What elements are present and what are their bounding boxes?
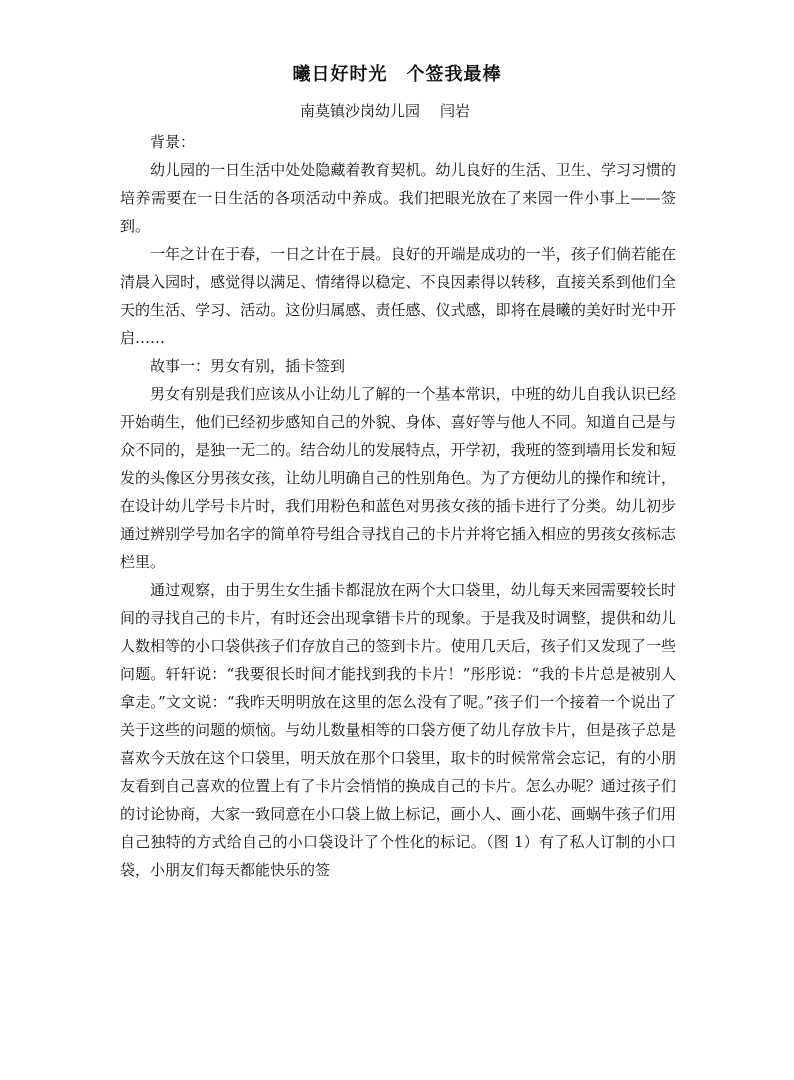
paragraph: 一年之计在于春，一日之计在于晨。良好的开端是成功的一半，孩子们倘若能在清晨入园时，感觉得以满足、情绪得以稳定、不良因素得以转移，直接关系到他们全天的生活、学习、活动。这份归属感、责任感、仪式感，即将在晨曦的美好时光中开启…… xyxy=(120,245,676,347)
author-name: 闫岩 xyxy=(440,102,471,120)
byline xyxy=(300,99,560,123)
paragraph: 通过观察，由于男生女生插卡都混放在两个大口袋里，幼儿每天来园需要较长时间的寻找自己的卡片，有时还会出现拿错卡片的现象。于是我及时调整，提供和幼儿人数相等的小口袋供孩子们存放自己的签到卡片。使用几天后，孩子们又发现了一些问题。轩轩说：“我要很长时间才能找到我的卡片！”彤彤说：“我的卡片总是被别人拿走。”文文说：“我昨天明明放在这里的怎么没有了呢。”孩子们一个接着一个说出了关于这些的问题的烦恼。与幼儿数量相等的口袋方便了幼儿存放卡片，但是孩子总是喜欢今天放在这个口袋里，明天放在那个口袋里，取卡的时候常常会忘记，有的小朋友看到自己喜欢的位置上有了卡片会悄悄的换成自己的卡片。怎么办呢？通过孩子们的讨论协商，大家一致同意在小口袋上做上标记，画小人、画小花、画蜗牛孩子们用自己独特的方式给自己的小口袋设计了个性化的标记。（图 1）有了私人订制的小口袋，小朋友们每天都能快乐的签 xyxy=(120,581,676,879)
document-body xyxy=(120,128,676,884)
paragraph: 幼儿园的一日生活中处处隐藏着教育契机。幼儿良好的生活、卫生、学习习惯的培养需要在一日生活的各项活动中养成。我们把眼光放在了来园一件小事上——签到。 xyxy=(120,161,676,235)
paragraph: 男女有别是我们应该从小让幼儿了解的一个基本常识，中班的幼儿自我认识已经开始萌生，他们已经初步感知自己的外貌、身体、喜好等与他人不同。知道自己是与众不同的，是独一无二的。结合幼儿的发展特点，开学初，我班的签到墙用长发和短发的头像区分男孩女孩，让幼儿明确自己的性别角色。为了方便幼儿的操作和统计，在设计幼儿学号卡片时，我们用粉色和蓝色对男孩女孩的插卡进行了分类。幼儿初步通过辨别学号加名字的简单符号组合寻找自己的卡片并将它插入相应的男孩女孩标志栏里。 xyxy=(120,385,676,571)
school-name: 南莫镇沙岗幼儿园 xyxy=(300,102,421,120)
section-heading-story-one: 故事一：男女有别，插卡签到 xyxy=(150,357,346,375)
section-heading-background: 背景： xyxy=(150,133,196,151)
document-title: 曦日好时光 个签我最棒 xyxy=(292,64,502,85)
